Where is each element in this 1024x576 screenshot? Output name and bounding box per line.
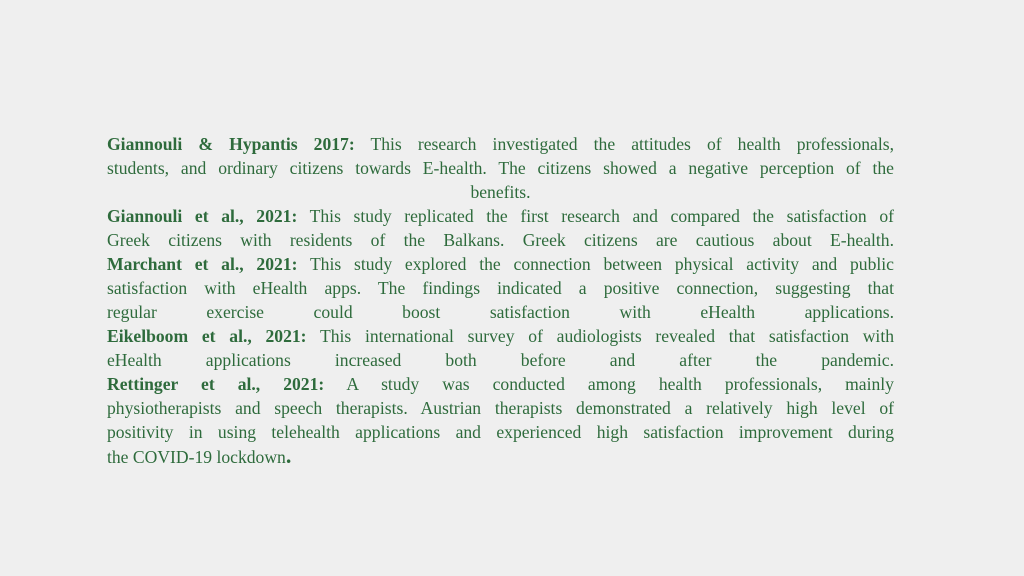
entry-eikelboom-line-2: eHealth applications increased both before and after the pandemic.: [107, 350, 894, 370]
end-period: .: [285, 444, 292, 468]
entry-heading: Eikelboom et al., 2021:: [107, 326, 307, 346]
entry-giannouli-2021-line-1: [107, 204, 894, 228]
entry-rettinger-line-1: [107, 372, 894, 396]
entry-marchant-line-2: satisfaction with eHealth apps. The findings indicated a positive connection, suggesting that: [107, 278, 894, 298]
entry-eikelboom-line-1: [107, 324, 894, 348]
entry-heading: Giannouli et al., 2021:: [107, 206, 298, 226]
entry-giannouli-hypantis-line-3: benefits.: [470, 182, 531, 202]
entry-giannouli-hypantis-line-1: [107, 132, 894, 156]
entry-heading: Rettinger et al., 2021:: [107, 374, 325, 394]
entry-text: This international survey of audiologists revealed that satisfaction with: [319, 326, 894, 346]
entry-text: This study explored the connection between physical activity and public: [309, 254, 894, 274]
entry-text: the COVID-19 lockdown: [107, 447, 286, 467]
entry-rettinger-line-4: [107, 444, 894, 469]
entry-marchant-line-3: regular exercise could boost satisfaction with eHealth applications.: [107, 302, 894, 322]
entry-rettinger-line-2: physiotherapists and speech therapists. Austrian therapists demonstrated a relatively high level of: [107, 398, 894, 418]
entry-giannouli-2021-line-2: Greek citizens with residents of the Balkans. Greek citizens are cautious about E-health.: [107, 230, 894, 250]
entry-heading: Giannouli & Hypantis 2017:: [107, 134, 355, 154]
entry-rettinger-line-3: positivity in using telehealth applications and experienced high satisfaction improvement during: [107, 422, 894, 442]
entry-heading: Marchant et al., 2021:: [107, 254, 298, 274]
literature-summary: [107, 132, 894, 469]
entry-text: This research investigated the attitudes of health professionals,: [370, 134, 894, 154]
entry-giannouli-hypantis-line-2: students, and ordinary citizens towards E-health. The citizens showed a negative perception of the: [107, 158, 894, 178]
entry-marchant-line-1: [107, 252, 894, 276]
entry-text: This study replicated the first research and compared the satisfaction of: [309, 206, 894, 226]
entry-text: A study was conducted among health professionals, mainly: [346, 374, 894, 394]
